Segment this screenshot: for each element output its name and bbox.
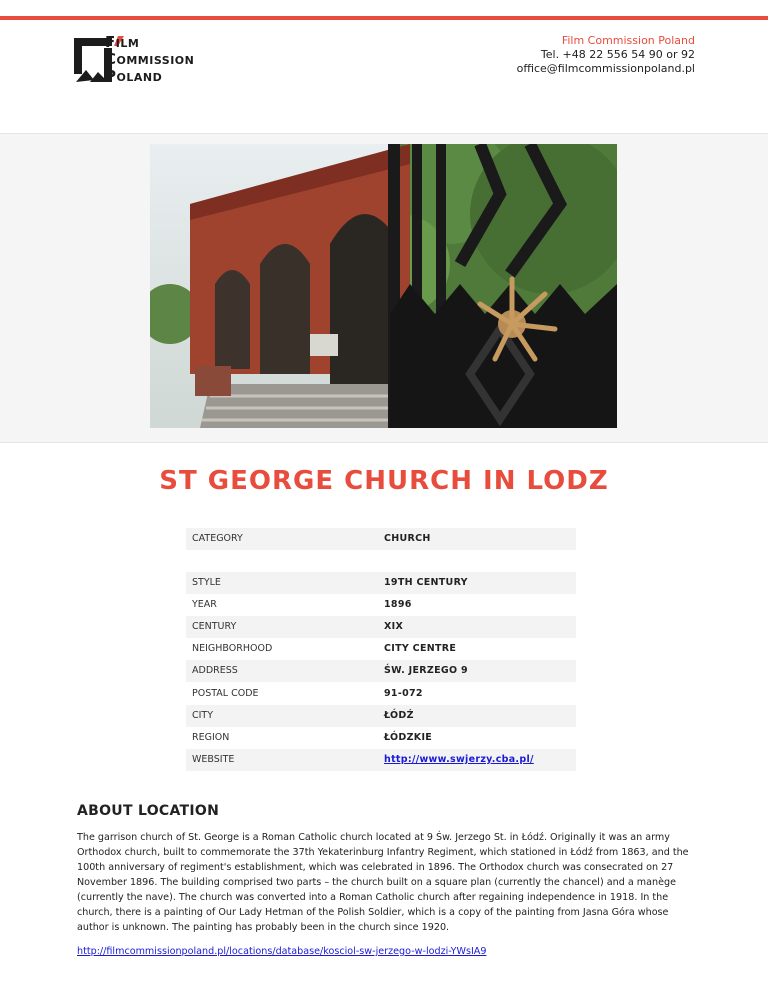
detail-key: STYLE	[192, 577, 221, 588]
detail-value	[384, 749, 534, 771]
detail-row-address	[186, 660, 576, 682]
website-link[interactable]: http://www.swjerzy.cba.pl/	[384, 754, 534, 765]
logo-line-commission: Commission	[105, 50, 195, 68]
logo-line-film: Film	[105, 33, 140, 51]
contact-phone: Tel. +48 22 556 54 90 or 92	[540, 48, 695, 61]
detail-row-website	[186, 749, 576, 771]
detail-key: ADDRESS	[192, 665, 238, 676]
detail-value: CHURCH	[384, 533, 431, 544]
detail-key: NEIGHBORHOOD	[192, 643, 273, 654]
detail-value: ŁÓDŹ	[384, 710, 414, 721]
logo-text	[105, 34, 194, 85]
detail-row-style	[186, 572, 576, 594]
detail-row-category	[186, 528, 576, 550]
contact-org: Film Commission Poland	[561, 34, 695, 47]
detail-row-city	[186, 705, 576, 727]
about-text: The garrison church of St. George is a Roman Catholic church located at 9 Św. Jerzego St. in Łódź. Originally it was an army Orthodox church, built to commemorate the 37th Yekaterinburg Infantry Regiment, which stationed in Łódź from 1863, and the 100th anniversary of regiment's establishment, which was celebrated in 1896. The Orthodox church was consecrated on 27 November 1896. The building comprised two parts – the church built on a square plan (currently the chancel) and a manège (currently the nave). The church was converted into a Roman Catholic church after regaining independence in 1918. In the church, there is a painting of Our Lady Hetman of the Polish Soldier, which is a copy of the painting from Jasna Góra whose author is unknown. The painting has probably been in the church since 1920.	[77, 832, 689, 933]
detail-row-neighborhood	[186, 638, 576, 660]
logo-line-poland: Poland	[105, 67, 163, 85]
detail-row-region	[186, 727, 576, 749]
contact-email[interactable]: office@filmcommissionpoland.pl	[516, 62, 695, 75]
detail-key: CENTURY	[192, 621, 237, 632]
detail-key: CATEGORY	[192, 533, 243, 544]
detail-key: REGION	[192, 732, 230, 743]
contact-block	[517, 34, 695, 76]
detail-value: 91-072	[384, 688, 423, 699]
source-link[interactable]: http://filmcommissionpoland.pl/locations/database/kosciol-sw-jerzego-w-lodzi-YWsIA9	[77, 946, 487, 957]
church-photo	[150, 144, 617, 428]
detail-value: 19TH CENTURY	[384, 577, 468, 588]
detail-value: ŁÓDZKIE	[384, 732, 433, 743]
detail-key: WEBSITE	[192, 754, 235, 765]
detail-row-century	[186, 616, 576, 638]
detail-row-year	[186, 594, 576, 616]
detail-key: CITY	[192, 710, 214, 721]
detail-value: CITY CENTRE	[384, 643, 457, 654]
detail-value: 1896	[384, 599, 412, 610]
detail-value: XIX	[384, 621, 404, 632]
detail-value: ŚW. JERZEGO 9	[384, 665, 468, 676]
detail-key: POSTAL CODE	[192, 688, 259, 699]
about-heading: ABOUT LOCATION	[77, 803, 220, 819]
detail-row-postal-code	[186, 683, 576, 705]
detail-key: YEAR	[192, 599, 217, 610]
page-title: ST GEORGE CHURCH IN LODZ	[159, 466, 609, 496]
